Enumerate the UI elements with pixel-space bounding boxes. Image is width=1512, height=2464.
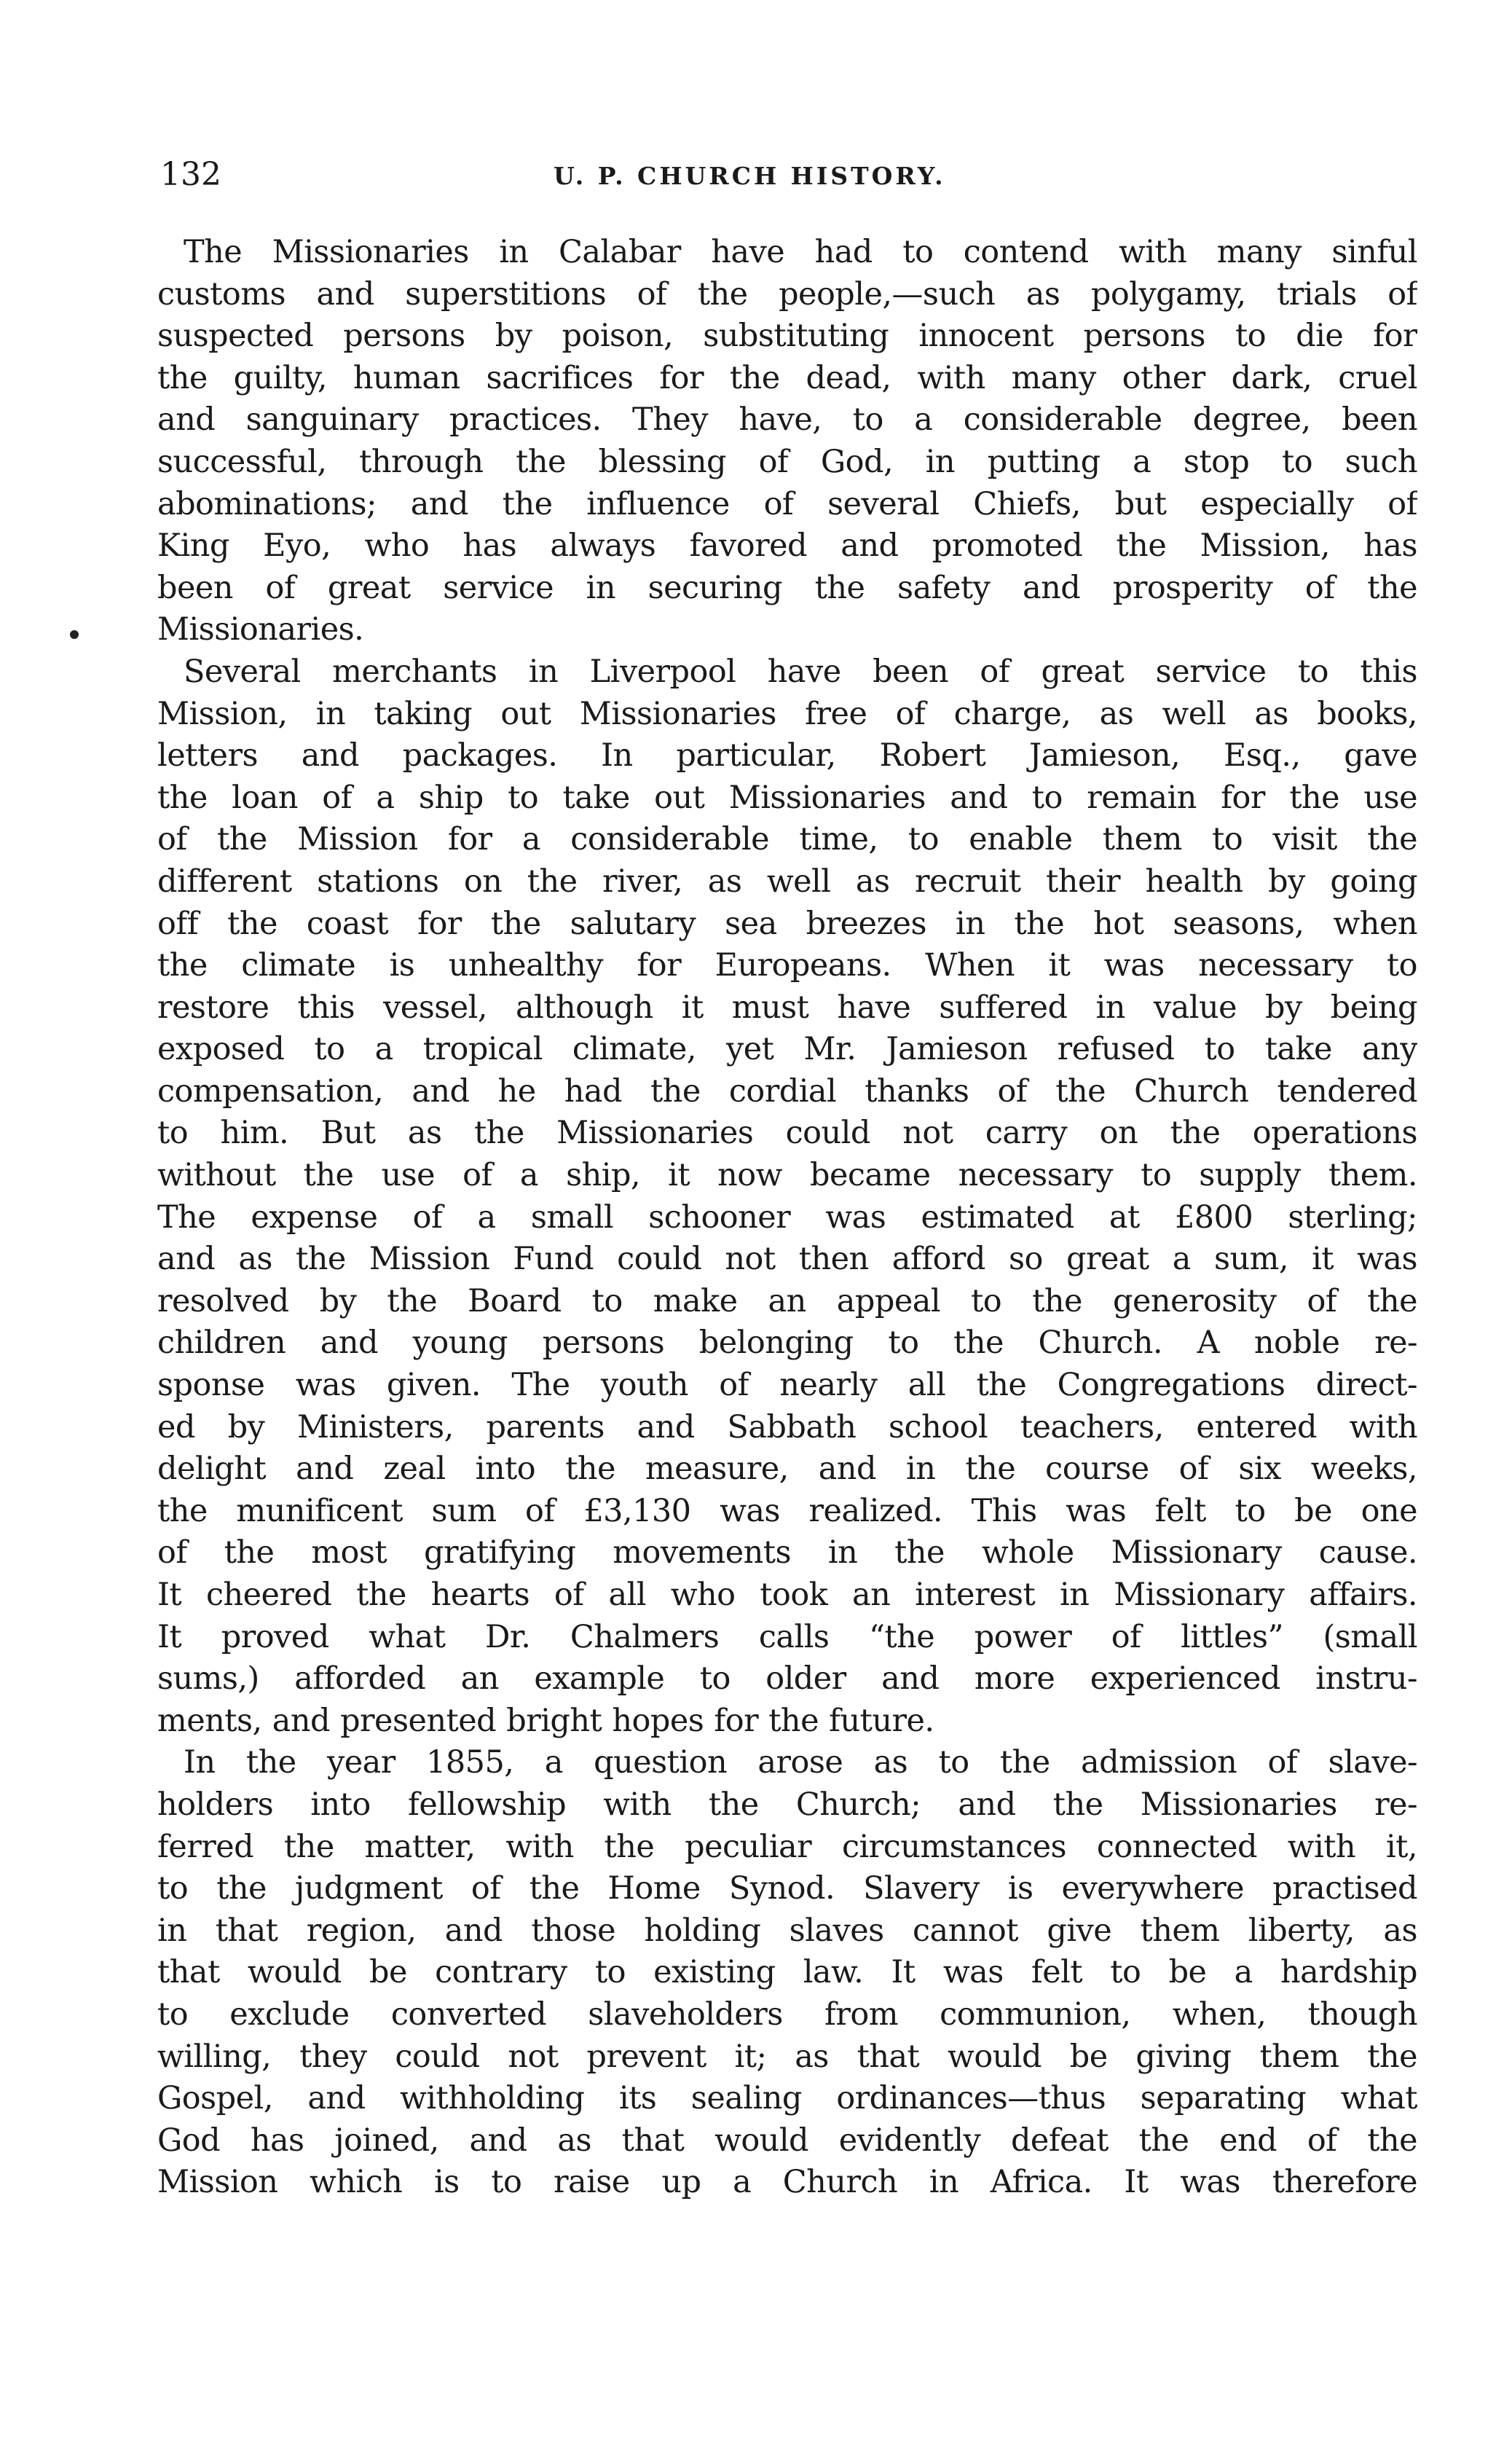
text-line: Several merchants in Liverpool have been of great service to this (184, 653, 1417, 690)
body-text (157, 232, 1417, 2204)
text-line: King Eyo, who has always favored and promoted the Mission, has (157, 527, 1417, 565)
text-line: suspected persons by poison, substituting innocent persons to die for (157, 318, 1417, 355)
text-line: been of great service in securing the safety and prosperity of the (157, 569, 1417, 606)
text-line: sums,) afforded an example to older and more experienced instru- (157, 1660, 1417, 1698)
text-line: to him. But as the Missionaries could not carry on the operations (157, 1115, 1417, 1152)
text-line: delight and zeal into the measure, and in the course of six weeks, (157, 1451, 1417, 1488)
text-line: of the Mission for a considerable time, to enable them to visit the (157, 821, 1417, 858)
text-line: In the year 1855, a question arose as to the admission of slave- (184, 1744, 1417, 1781)
text-line: abominations; and the influence of several Chiefs, but especially of (157, 485, 1417, 522)
text-line: different stations on the river, as well as recruit their health by going (157, 863, 1417, 900)
text-line: sponse was given. The youth of nearly all the Congregations direct- (157, 1367, 1417, 1404)
text-line: and sanguinary practices. They have, to a considerable degree, been (157, 401, 1417, 439)
text-line: holders into fellowship with the Church; and the Missionaries re- (157, 1786, 1417, 1823)
text-line: and as the Mission Fund could not then afford so great a sum, it was (157, 1241, 1417, 1278)
text-line: off the coast for the salutary sea breezes in the hot seasons, when (157, 905, 1417, 942)
text-line: of the most gratifying movements in the whole Missionary cause. (157, 1534, 1417, 1572)
text-line: the climate is unhealthy for Europeans. When it was necessary to (157, 947, 1417, 984)
text-line: restore this vessel, although it must have suffered in value by being (157, 989, 1417, 1026)
text-line: customs and superstitions of the people,—such as polygamy, trials of (157, 275, 1417, 313)
text-line: The Missionaries in Calabar have had to contend with many sinful (184, 234, 1417, 270)
text-line: Gospel, and withholding its sealing ordinances—thus separating what (157, 2080, 1417, 2117)
text-line: willing, they could not prevent it; as that would be giving them the (157, 2038, 1417, 2075)
text-line: The expense of a small schooner was estimated at £800 sterling; (157, 1198, 1417, 1236)
text-line: the munificent sum of £3,130 was realized. This was felt to be one (157, 1492, 1417, 1529)
text-line: children and young persons belonging to the Church. A noble re- (157, 1325, 1417, 1362)
text-line: that would be contrary to existing law. It was felt to be a hardship (157, 1954, 1417, 1991)
text-line: to the judgment of the Home Synod. Slavery is everywhere practised (157, 1870, 1417, 1907)
text-line: the loan of a ship to take out Missionaries and to remain for the use (157, 779, 1417, 816)
text-line: God has joined, and as that would evidently defeat the end of the (157, 2122, 1417, 2159)
text-line: the guilty, human sacrifices for the dead, with many other dark, cruel (157, 359, 1417, 396)
text-line: to exclude converted slaveholders from communion, when, though (157, 1996, 1417, 2033)
text-line: successful, through the blessing of God, in putting a stop to such (157, 443, 1417, 480)
text-line: in that region, and those holding slaves cannot give them liberty, as (157, 1912, 1417, 1949)
text-line: It cheered the hearts of all who took an interest in Missionary affairs. (157, 1577, 1417, 1613)
text-line: compensation, and he had the cordial thanks of the Church tendered (157, 1072, 1417, 1110)
text-line: resolved by the Board to make an appeal to the generosity of the (157, 1282, 1417, 1319)
text-line: Mission which is to raise up a Church in Africa. It was therefore (157, 2164, 1417, 2201)
text-line: Mission, in taking out Missionaries free of charge, as well as books, (157, 695, 1417, 732)
page-number: 132 (160, 156, 221, 193)
text-line: ments, and presented bright hopes for the future. (157, 1702, 934, 1739)
text-line: ferred the matter, with the peculiar circumstances connected with it, (157, 1828, 1417, 1865)
text-line: letters and packages. In particular, Robert Jamieson, Esq., gave (157, 737, 1417, 774)
text-line: It proved what Dr. Chalmers calls “the power of littles” (small (157, 1618, 1417, 1655)
running-title: U. P. CHURCH HISTORY. (554, 162, 946, 190)
text-line: without the use of a ship, it now became necessary to supply them. (157, 1157, 1417, 1194)
margin-dot (70, 630, 79, 639)
text-line: ed by Ministers, parents and Sabbath school teachers, entered with (157, 1408, 1417, 1445)
text-line: exposed to a tropical climate, yet Mr. Jamieson refused to take any (157, 1031, 1417, 1068)
page-header (160, 153, 1413, 197)
text-line: Missionaries. (157, 611, 364, 648)
